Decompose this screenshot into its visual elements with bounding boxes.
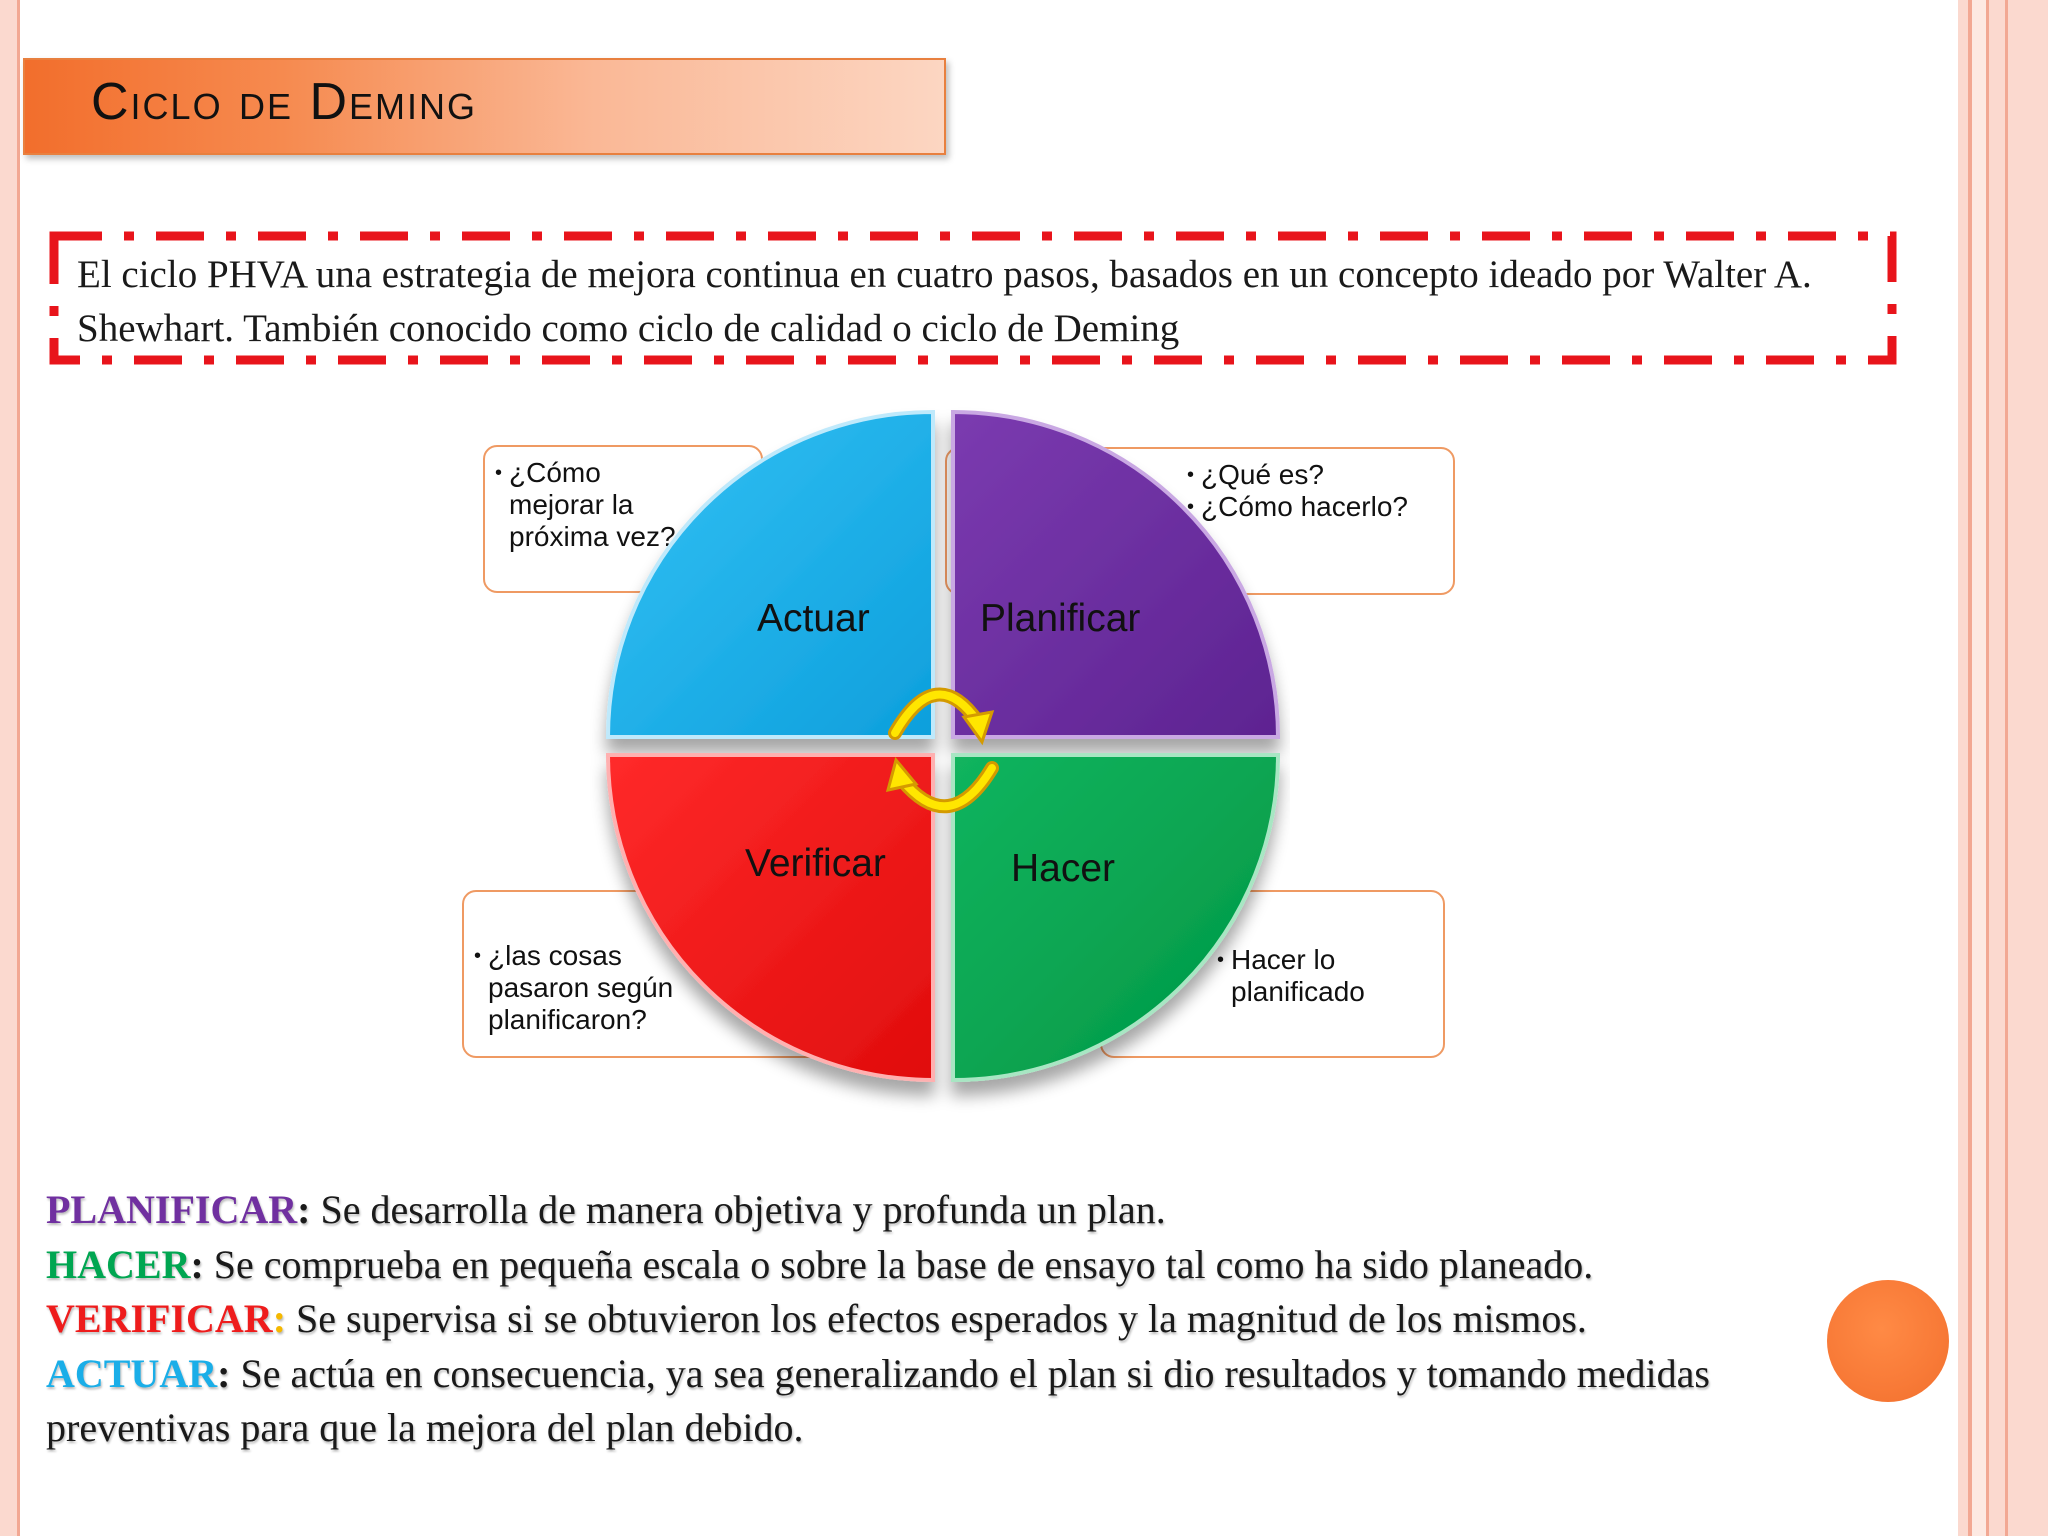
definition-term: VERIFICAR bbox=[46, 1296, 273, 1341]
definition-text: Se actúa en consecuencia, ya sea generalizando el plan si dio resultados y tomando medidas preventivas para que la mejora del plan debido. bbox=[46, 1350, 1710, 1450]
cycle-arrows-icon bbox=[888, 695, 992, 807]
right-border-stripe bbox=[1989, 0, 2005, 1536]
quadrant-label-verificar: Verificar bbox=[745, 842, 886, 885]
quadrant-verificar bbox=[608, 755, 933, 1080]
definition-row bbox=[46, 1347, 1846, 1456]
callout-verificar-item: • ¿las cosas pasaron según planificaron? bbox=[474, 940, 718, 1036]
callout-planificar-item: • ¿Qué es? bbox=[1187, 459, 1453, 491]
right-border-stripe bbox=[1958, 0, 1968, 1536]
definition-separator: : bbox=[190, 1241, 204, 1287]
decorative-orange-circle bbox=[1827, 1280, 1949, 1402]
definition-term: HACER bbox=[46, 1241, 191, 1287]
definition-separator: : bbox=[297, 1187, 311, 1232]
definition-text: Se desarrolla de manera objetiva y profunda un plan. bbox=[310, 1187, 1166, 1232]
page-title: Ciclo de Deming bbox=[91, 73, 478, 131]
intro-paragraph: El ciclo PHVA una estrategia de mejora continua en cuatro pasos, basados en un concepto ideado por Walter A. Shewhart. También conocido como ciclo de calidad o ciclo de Deming bbox=[77, 253, 1812, 350]
callout-planificar-item: • ¿Cómo hacerlo? bbox=[1187, 491, 1453, 523]
definition-row bbox=[46, 1183, 1846, 1238]
pdca-wheel bbox=[590, 400, 1290, 1120]
quadrant-label-planificar: Planificar bbox=[980, 597, 1141, 640]
quadrant-label-actuar: Actuar bbox=[757, 597, 870, 640]
quadrant-hacer bbox=[953, 755, 1278, 1080]
definition-row bbox=[46, 1238, 1846, 1293]
definition-text: Se comprueba en pequeña escala o sobre la base de ensayo tal como ha sido planeado. bbox=[203, 1241, 1594, 1287]
callout-hacer-item: • Hacer lo planificado bbox=[1217, 944, 1411, 1008]
definitions-list bbox=[46, 1183, 1846, 1456]
definition-separator: : bbox=[272, 1296, 287, 1341]
definition-term: PLANIFICAR bbox=[46, 1187, 298, 1232]
definition-text: Se supervisa si se obtuvieron los efectos esperados y la magnitud de los mismos. bbox=[286, 1296, 1587, 1341]
title-banner bbox=[23, 58, 946, 155]
left-border-bar bbox=[0, 0, 20, 1536]
quadrant-label-hacer: Hacer bbox=[1011, 847, 1116, 890]
right-border-bars bbox=[1958, 0, 2048, 1536]
right-border-stripe bbox=[1972, 0, 1986, 1536]
quadrant-actuar bbox=[608, 412, 933, 737]
quadrant-planificar bbox=[953, 412, 1278, 737]
definition-term: ACTUAR bbox=[46, 1350, 218, 1396]
definition-separator: : bbox=[217, 1350, 231, 1396]
definition-row bbox=[46, 1292, 1846, 1347]
callout-actuar-item: • ¿Cómo mejorar la próxima vez? bbox=[495, 457, 689, 553]
right-border-stripe bbox=[2008, 0, 2048, 1536]
